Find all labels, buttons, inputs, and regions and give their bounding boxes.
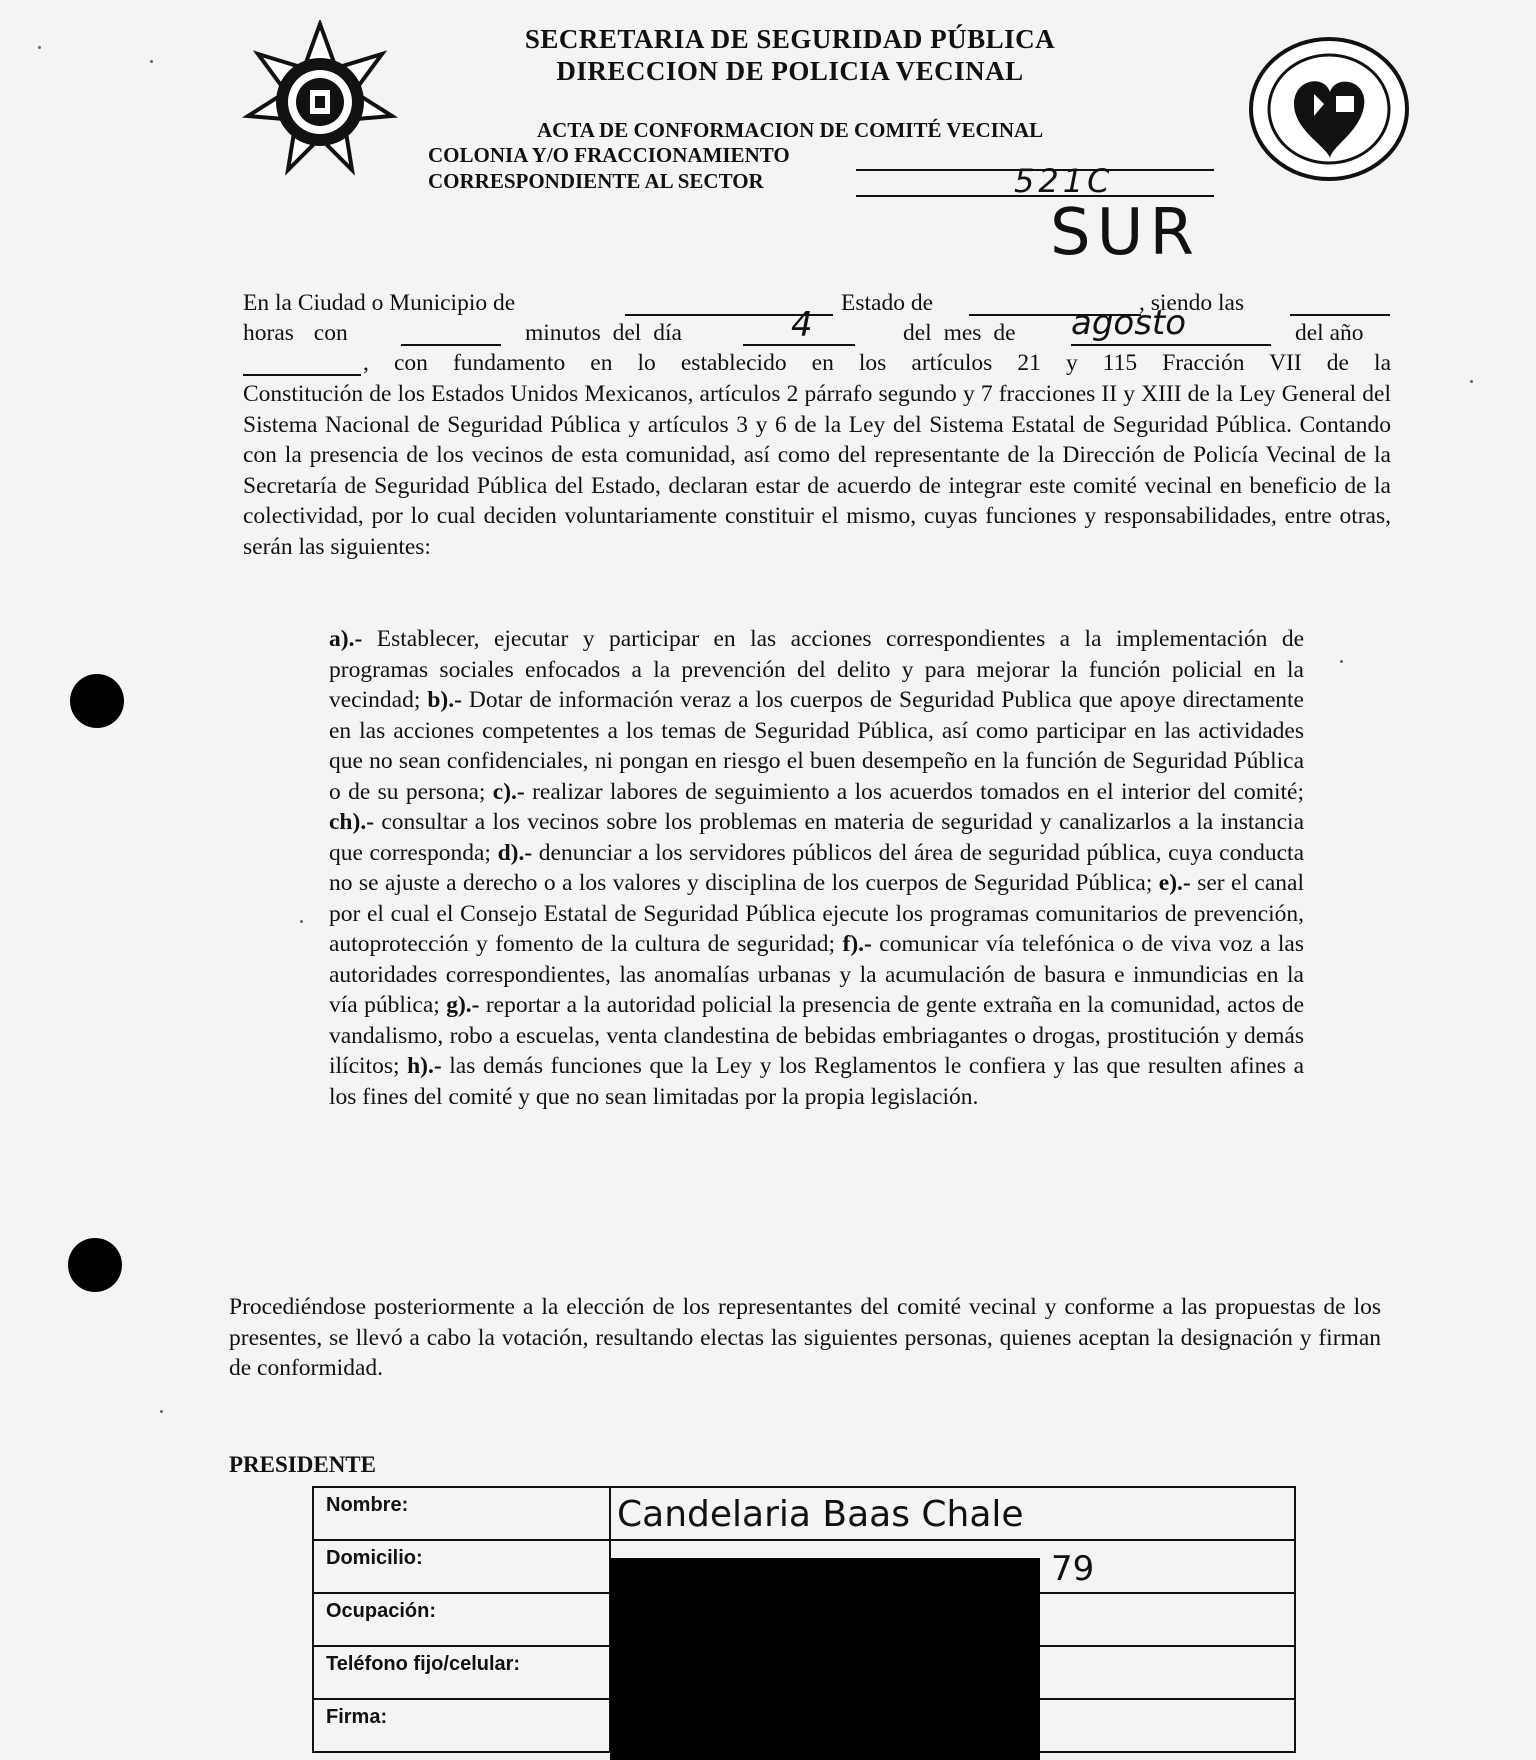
- functions-paragraph: [329, 624, 1304, 1112]
- function-h-text: las demás funciones que la Ley y los Reglamentos le confiera y las que resulten afines a los fines del comité y que no sean limitadas por la propia legislación.: [329, 1053, 1305, 1110]
- scan-speck: [150, 60, 153, 63]
- horas-blank: [1290, 314, 1390, 316]
- function-g-label: g).-: [446, 992, 480, 1018]
- function-e-text: ser el canal por el cual el Consejo Estatal de Seguridad Pública ejecute los programas comunitarios de prevención, autoprotección y fomento de la cultura de seguridad;: [329, 870, 1304, 957]
- nombre-value: Candelaria Baas Chale: [617, 1494, 1024, 1535]
- election-paragraph: Procediéndose posteriormente a la elección de los representantes del comité vecinal y conforme a las propuestas de los presentes, se llevó a cabo la votación, resultando electas las siguientes personas, quienes aceptan la designación y firman de conformidad.: [229, 1294, 1381, 1381]
- function-a-label: a).-: [329, 626, 363, 652]
- intro-line-1: [243, 288, 1391, 318]
- header-line-2: DIRECCION DE POLICIA VECINAL: [556, 56, 1024, 86]
- firma-label: Firma:: [313, 1699, 610, 1752]
- intro-mes-label: del mes de: [903, 320, 1016, 346]
- function-c-text: realizar labores de seguimiento a los acuerdos tomados en el interior del comité;: [524, 778, 1305, 805]
- intro-paragraph: Constitución de los Estados Unidos Mexicanos, artículos 2 párrafo segundo y 7 fracciones II y XIII de la Ley General del Sistema Nacional de Seguridad Pública y artículos 3 y 6 de la Ley del Sistema Estatal de Seguridad Pública. Contando con la presencia de los vecinos de esta comunidad, así como del representante de la Dirección de Policía Vecinal de la Secretaría de Seguridad Pública del Estado, declaran estar de acuerdo de integrar este comité vecinal en beneficio de la colectividad, por lo cual deciden voluntariamente constituir el mismo, cuyas funciones y responsabilidades, entre otras, serán las siguientes:: [243, 381, 1391, 560]
- intro-line-3: [243, 348, 1391, 378]
- acta-title: ACTA DE CONFORMACION DE COMITÉ VECINAL: [537, 118, 1044, 142]
- function-d-label: d).-: [497, 839, 533, 866]
- sector-value: 521C: [1014, 162, 1114, 200]
- function-e-label: e).-: [1158, 870, 1191, 896]
- function-c-label: c).-: [492, 778, 525, 805]
- scan-speck: [38, 46, 41, 49]
- scan-speck: [300, 920, 303, 923]
- intro-siendo-label: , siendo las: [1139, 290, 1245, 316]
- table-row: [313, 1487, 1295, 1540]
- intro-estado-label: Estado de: [841, 290, 934, 316]
- intro-municipio-label: En la Ciudad o Municipio de: [243, 290, 516, 316]
- police-badge-logo: [240, 20, 400, 180]
- nombre-label: Nombre:: [313, 1487, 610, 1540]
- sector-label: CORRESPONDIENTE AL SECTOR: [428, 169, 764, 193]
- ocupacion-label: Ocupación:: [313, 1593, 610, 1646]
- function-f-text: comunicar vía telefónica o de viva voz a las autoridades correspondientes, las anomalías urbanas y la acumulación de basura e inmundicias en la vía pública;: [329, 931, 1304, 1018]
- intro-fundamento: , con fundamento en lo establecido en los artículos 21 y 115 Fracción VII de la: [363, 350, 1391, 376]
- nombre-cell[interactable]: [610, 1487, 1295, 1540]
- punch-hole-top: [70, 674, 124, 728]
- domicilio-value: 79: [1051, 1549, 1095, 1589]
- punch-hole-bottom: [68, 1238, 122, 1292]
- scan-speck: [1470, 380, 1473, 383]
- intro-horas-label: horas con: [243, 320, 348, 346]
- function-d-text: denunciar a los servidores públicos del área de seguridad pública, cuya conducta no se ajuste a derecho o a los valores y disciplina de los cuerpos de Seguridad Pública;: [329, 839, 1304, 896]
- presidente-heading: PRESIDENTE: [229, 1452, 376, 1477]
- scan-speck: [160, 1410, 163, 1413]
- minutos-blank: [401, 344, 501, 346]
- colonia-label: COLONIA Y/O FRACCIONAMIENTO: [428, 143, 790, 167]
- dia-value: 4: [791, 305, 813, 345]
- domicilio-label: Domicilio:: [313, 1540, 610, 1593]
- function-g-text: reportar a la autoridad policial la presencia de gente extraña en la comunidad, actos de vandalismo, robo a escuelas, venta clandestina de bebidas embriagantes o drogas, prostitución y demás ilícitos;: [329, 992, 1304, 1079]
- function-ch-label: ch).-: [329, 809, 375, 835]
- telefono-label: Teléfono fijo/celular:: [313, 1646, 610, 1699]
- intro-minutos-label: minutos del día: [525, 320, 682, 346]
- consejo-seal-logo: [1244, 34, 1414, 184]
- intro-anio-label: del año: [1295, 320, 1364, 346]
- header-line-1: SECRETARIA DE SEGURIDAD PÚBLICA: [524, 24, 1056, 54]
- scan-speck: [1340, 660, 1343, 663]
- function-a-text: Establecer, ejecutar y participar en las acciones correspondientes a la implementación de programas sociales enfocados a la prevención del delito y para mejorar la función policial en la vecindad;: [329, 626, 1304, 713]
- function-f-label: f).-: [842, 931, 872, 957]
- mes-blank: [1071, 344, 1271, 346]
- function-b-label: b).-: [427, 687, 462, 713]
- function-b-text: Dotar de información veraz a los cuerpos de Seguridad Publica que apoye directamente en las acciones competentes a los temas de Seguridad Pública, así como participar en las actividades que no sean confidenciales, ni pongan en riesgo el buen desempeño en la función de Seguridad Pública o de su persona;: [329, 687, 1304, 805]
- function-ch-text: consultar a los vecinos sobre los problemas en materia de seguridad y canalizarlos a la instancia que corresponda;: [329, 809, 1304, 866]
- function-h-label: h).-: [407, 1053, 442, 1079]
- handwritten-sur: SUR: [1050, 196, 1200, 270]
- redaction-box: [610, 1558, 1040, 1760]
- mes-value: agosto: [1071, 303, 1187, 343]
- anio-blank: [243, 374, 361, 376]
